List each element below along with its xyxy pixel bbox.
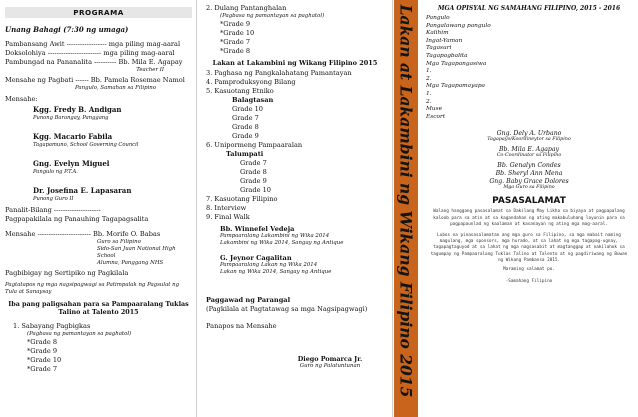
winner-title: Pampaaralang Lakambini ng Wika 2014 xyxy=(220,233,330,239)
officer-position: Tagapagbalita xyxy=(426,52,468,59)
guest-role: Sido-San Juan National High School xyxy=(97,246,176,259)
part-one-heading: Unang Bahagi (7:30 ng umaga) xyxy=(5,25,129,34)
panapos-line: Panapos na Mensahe xyxy=(206,322,277,330)
signatory xyxy=(423,178,635,190)
winner-name: Bb. Winnefel Vedeja xyxy=(220,225,295,233)
program-line: Doksolohiya ------------------------ mga piling mag-aaral xyxy=(5,49,175,57)
grade-item: *Grade 9 xyxy=(27,347,58,355)
officers-title: MGA OPISYAL NG SAMAHANG FILIPINO, 2015 - 2016 xyxy=(437,5,621,12)
grade-item: *Grade 10 xyxy=(220,29,255,37)
welcome-line: Mensahe ng Pagbati ------ Bb. Pamela Rosemae Namol xyxy=(5,76,185,84)
officer-position: Pangalawang pangulo xyxy=(426,22,491,29)
officer-position: Pangulo xyxy=(426,15,450,21)
officer-position: 2. xyxy=(426,98,432,105)
event-item: 5. Kasuotang Etniko xyxy=(206,87,274,95)
speaker-name: Dr. Josefina E. Lapasaran xyxy=(33,186,132,195)
message-speaker xyxy=(5,186,192,202)
grade-item: Grade 7 xyxy=(232,114,259,122)
panel-divider xyxy=(196,0,197,417)
contest-item: 2. Dulang Pantanghalan xyxy=(206,4,287,12)
contest-note: (Pagbasa ng pamantayan sa paghatol) xyxy=(27,331,132,337)
signatory-name: Gng. Dely A. Urbano xyxy=(496,130,562,138)
event-item: 4. Pamproduksyong Bilang xyxy=(206,78,296,86)
event-item: 3. Paghasa ng Pangkalahatang Pamantayan xyxy=(206,69,352,77)
paggawad-note: (Pagkilala at Pagtatawag sa mga Nagsipagwagi) xyxy=(206,305,368,313)
event-item: 8. Interview xyxy=(206,204,247,212)
pasasalamat-paragraph: Walang hanggang pasasalamat sa Dakilang May Likha sa biyaya at pagpapalang kaloob para sa atin at sa kagandahan ng ating makabuluhang layunin para sa pagpapaunlad ng kaalaman at kasanayan ng ating mga mag-aaral. xyxy=(433,209,625,227)
contest-item: 1. Sabayang Pagbigkas xyxy=(13,322,91,330)
winner-title: Lakan ng Wika 2014, Sangay ng Antique xyxy=(220,269,332,275)
cover-spine xyxy=(394,0,418,417)
officer-position: Mga Tagapamayapa xyxy=(426,83,486,90)
grade-item: *Grade 7 xyxy=(220,38,251,46)
speaker-role: Punong Barangay, Panggang xyxy=(33,115,109,121)
balagtasan-heading: Balagtasan xyxy=(232,96,274,104)
speaker-name: Gng. Evelyn Miguel xyxy=(33,159,110,168)
pasasalamat-title: PASASALAMAT xyxy=(492,196,566,207)
officer-position: Escort xyxy=(426,113,446,120)
program-line: Pambansang Awit ------------------ mga piling mag-aaral xyxy=(5,40,181,48)
guest-line: Mensahe ------------------------ Bb. Morife O. Babas xyxy=(5,230,161,238)
grade-item: *Grade 8 xyxy=(220,47,251,55)
guest-role: Alumna, Panggang NHS xyxy=(97,260,164,266)
program-title: PROGRAMA xyxy=(5,7,192,18)
grade-item: Grade 10 xyxy=(232,105,263,113)
pasasalamat-signoff: -Samahang Filipino xyxy=(505,279,553,285)
speaker-name: Kgg. Macario Fabila xyxy=(33,132,113,141)
grade-item: Grade 10 xyxy=(240,186,271,194)
grade-item: Grade 7 xyxy=(240,159,267,167)
winner-title: Lakambini ng Wika 2014, Sangay ng Antique xyxy=(220,240,344,246)
contest-note: (Pagbasa ng pamantayan sa paghatol) xyxy=(220,13,325,19)
mensahe-label: Mensahe: xyxy=(5,95,38,103)
pagtatapos-line: Pagtatapos ng mga nagsipagwagi sa Patimpalak ng Pagsulat ng Tula at Sanaysay xyxy=(5,282,180,295)
officer-position: Muse xyxy=(426,106,443,113)
guest-role: Guro sa Filipino xyxy=(97,239,141,245)
paggawad-heading: Paggawad ng Parangal xyxy=(206,296,291,304)
message-speaker xyxy=(5,132,192,148)
event-item: 9. Final Walk xyxy=(206,213,250,221)
event-item: 7. Kasuotang Filipino xyxy=(206,195,278,203)
lakan-section-title: Lakan at Lakambini ng Wikang Filipino 2015 xyxy=(212,59,378,67)
pasasalamat-thanks: Maraming salamat po. xyxy=(503,266,555,272)
pagpapakilala-line: Pagpapakilala ng Panauhing Tagapagsalita xyxy=(5,215,149,223)
grade-item: Grade 8 xyxy=(232,123,259,131)
signatory xyxy=(423,170,635,177)
speaker-role: Tagapamuno, School Governing Council xyxy=(33,142,139,148)
officer-position: 2. xyxy=(426,75,432,82)
pasasalamat-paragraph: Lubos na pinasasalamatan ang mga guro sa Filipino, sa mga mabait naming magulang, mga sponsors, mga hurado, at sa lahat ng mga tagapag-ugnay, tagapagtaguyod at sa lahat ng mga nagsasabit at magtanggap at nakilahok sa tagumpay ng Pampaaralang Tuklas Talino at Talento at ng pagdiriwang ng Buwan ng Wikang Pambansa 2015. xyxy=(430,232,628,263)
signatory-name: Bb. Mila E. Agapay xyxy=(498,146,560,154)
winner-entry xyxy=(220,254,388,276)
signatory-role: Co-Coordinator sa Filipino xyxy=(496,153,562,159)
officer-position: Mga Tagapangasiwa xyxy=(426,60,487,67)
officers-panel xyxy=(420,0,638,417)
officer-position: 1. xyxy=(426,90,432,97)
signatory-name: Bb. Genalyn Condes xyxy=(497,162,561,170)
talumpati-heading: Talumpati xyxy=(226,150,264,158)
grade-item: *Grade 7 xyxy=(27,365,58,373)
grade-item: *Grade 8 xyxy=(27,338,58,346)
officer-position: Tagasuri xyxy=(426,45,452,52)
officer-position: Ingat-Yaman xyxy=(426,37,463,44)
grade-item: Grade 9 xyxy=(240,177,267,185)
signatory-name: Gng. Baby Grace Dolores xyxy=(489,178,569,186)
sertipiko-line: Pagbibigay ng Sertipiko ng Pagkilala xyxy=(5,269,129,277)
program-continued-panel xyxy=(198,0,392,417)
officers-list xyxy=(426,15,635,121)
grade-item: Grade 9 xyxy=(232,132,259,140)
program-line: Pambungad na Pananalita ---------- Bb. Mila E. Agapay xyxy=(5,58,183,66)
speaker-role: Punong Guro II xyxy=(33,196,74,202)
program-panel xyxy=(0,0,196,417)
welcome-role: Pangulo, Samahan sa Filipino xyxy=(75,85,156,91)
speaker-role: Pangulo ng P.T.A. xyxy=(33,169,78,175)
officer-position: 1. xyxy=(426,68,432,75)
teacher-role: Teacher II xyxy=(136,67,164,73)
signatory xyxy=(423,146,635,158)
message-speaker xyxy=(5,159,192,175)
event-item: 6. Unipormeng Pampaaralan xyxy=(206,141,303,149)
signatory xyxy=(423,162,635,169)
winner-name: G. Jeynor Cagalitan xyxy=(220,254,292,262)
grade-item: *Grade 10 xyxy=(27,356,62,364)
contest-title: Iba pang paligsahan para sa Pampaaralang Tuklas Talino at Talento 2015 xyxy=(8,300,189,316)
winner-entry xyxy=(220,225,388,247)
winner-title: Pampaaralang Lakan ng Wika 2014 xyxy=(220,262,318,268)
cover-title: Lakan at Lakambini ng Wikang Filipino 2015 xyxy=(396,4,416,398)
signatory-name: Bb. Sheryl Ann Mena xyxy=(495,170,563,178)
grade-item: *Grade 9 xyxy=(220,20,251,28)
officer-position: Kalihim xyxy=(426,30,449,37)
grade-item: Grade 8 xyxy=(240,168,267,176)
speaker-name: Kgg. Fredy B. Andigan xyxy=(33,105,122,114)
panalit-line: Panalit-Bilang --------------------- xyxy=(5,206,101,214)
program-signer: Diego Pomarca Jr. xyxy=(297,355,363,363)
program-signer-role: Guro ng Palatuntunan xyxy=(299,363,361,369)
panel-divider xyxy=(392,0,393,417)
message-speaker xyxy=(5,105,192,121)
signatory-role: Mga Guro sa Filipino xyxy=(503,185,555,191)
signatory xyxy=(423,130,635,142)
signatory-role: Tagapayo/Koordineytor sa Filipino xyxy=(487,137,571,143)
